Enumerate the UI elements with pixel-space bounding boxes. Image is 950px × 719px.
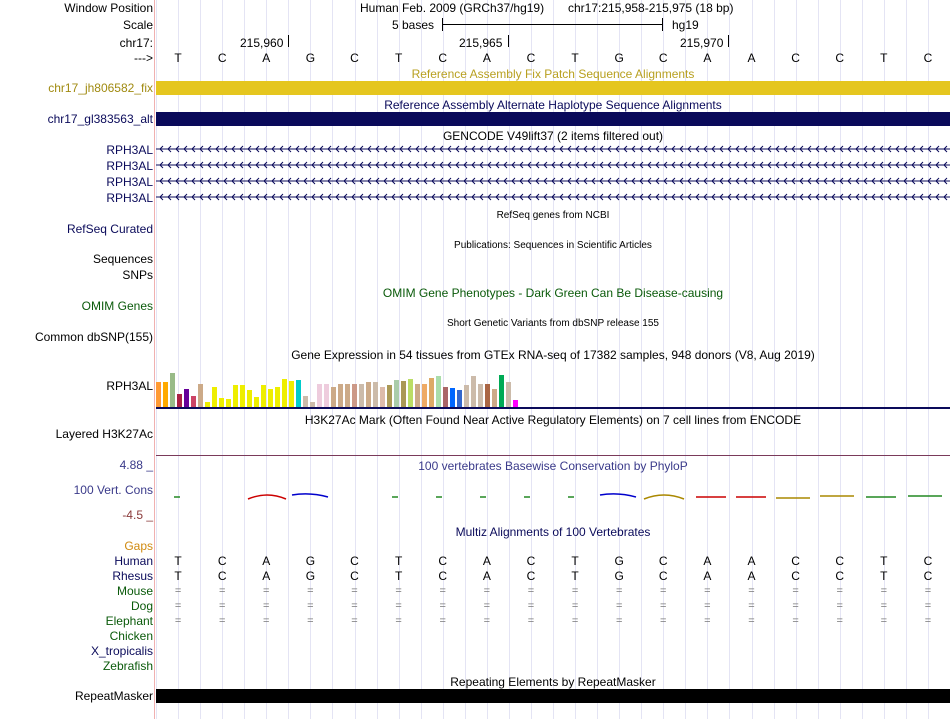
- dbsnp-track-title: Short Genetic Variants from dbSNP release 155: [447, 318, 659, 329]
- gtex-tissue-bar[interactable]: [331, 387, 336, 407]
- ruler-tick: [288, 35, 289, 47]
- alignment-base: C: [350, 554, 359, 568]
- ruler-base: C: [923, 51, 933, 65]
- repeatmasker-track-label[interactable]: RepeatMasker: [74, 689, 153, 703]
- alignment-match: =: [218, 585, 226, 597]
- alignment-match: =: [660, 600, 667, 612]
- alt-haplotype-alignment-bar[interactable]: [156, 112, 950, 126]
- gencode-intron-lines[interactable]: [156, 140, 950, 206]
- alignment-match: =: [880, 585, 888, 597]
- scale-bar: [442, 24, 663, 25]
- alignment-base: A: [482, 554, 491, 568]
- gtex-tissue-bar[interactable]: [394, 380, 399, 407]
- omim-track-label[interactable]: OMIM Genes: [81, 299, 153, 313]
- alignment-match: =: [836, 585, 843, 597]
- alignment-match: =: [218, 600, 226, 612]
- alignment-match: =: [483, 585, 491, 597]
- publications-track-title: Publications: Sequences in Scientific Articles: [454, 240, 652, 251]
- gtex-tissue-bar[interactable]: [219, 398, 224, 407]
- gtex-tissue-bar[interactable]: [492, 389, 497, 407]
- alignment-base: G: [614, 569, 624, 583]
- gtex-tissue-bar[interactable]: [240, 385, 245, 407]
- ruler-base: A: [703, 51, 712, 65]
- species-label-chicken[interactable]: Chicken: [109, 629, 153, 643]
- species-label-elephant[interactable]: Elephant: [105, 614, 153, 628]
- alignment-match: =: [615, 600, 623, 612]
- alignment-match: =: [527, 585, 535, 597]
- alignment-match: =: [748, 585, 755, 597]
- alignment-base: G: [305, 569, 316, 583]
- gtex-tissue-bar[interactable]: [408, 379, 413, 407]
- alignment-match: =: [263, 585, 270, 597]
- alignment-base: A: [482, 569, 491, 583]
- alignment-base: T: [174, 554, 182, 568]
- gtex-tissue-bar[interactable]: [387, 385, 392, 407]
- alignment-match: =: [571, 600, 579, 612]
- genome-assembly-title: Human Feb. 2009 (GRCh37/hg19): [360, 1, 545, 15]
- alignment-base: T: [394, 554, 403, 568]
- alignment-match: =: [395, 615, 402, 627]
- gtex-tissue-bar[interactable]: [254, 397, 259, 407]
- gtex-tissue-bar[interactable]: [156, 382, 161, 407]
- alignment-base: C: [217, 569, 227, 583]
- alignment-base: C: [791, 554, 800, 568]
- alignment-base: C: [658, 569, 668, 583]
- ruler-base: C: [438, 51, 448, 65]
- alignment-match: =: [439, 600, 446, 612]
- phylop-conservation-wiggle[interactable]: [156, 486, 950, 508]
- h3k27ac-track-title: H3K27Ac Mark (Often Found Near Active Regulatory Elements) on 7 cell lines from ENCODE: [304, 413, 802, 427]
- gtex-tissue-bar[interactable]: [443, 387, 448, 407]
- alignment-match: =: [792, 615, 799, 627]
- ruler-base: T: [394, 51, 403, 65]
- ruler-base: T: [174, 51, 182, 65]
- ruler-base: T: [880, 51, 888, 65]
- gtex-tissue-bar[interactable]: [373, 382, 378, 407]
- gtex-tissue-bar[interactable]: [289, 381, 294, 407]
- multiz-track-title: Multiz Alignments of 100 Vertebrates: [455, 525, 651, 539]
- alignment-match: =: [174, 585, 182, 597]
- gtex-tissue-bar[interactable]: [233, 385, 238, 407]
- alignment-base: A: [262, 569, 271, 583]
- ruler-base: A: [747, 51, 756, 65]
- fix-patch-track-label[interactable]: chr17_jh806582_fix: [48, 81, 153, 95]
- alignment-match: =: [351, 615, 358, 627]
- alignment-match: =: [704, 585, 711, 597]
- alignment-match: =: [218, 615, 226, 627]
- omim-track-title: OMIM Gene Phenotypes - Dark Green Can Be Disease-causing: [382, 286, 724, 300]
- phylop-max-label: 4.88 _: [119, 458, 153, 472]
- assembly-label: hg19: [672, 18, 699, 32]
- alignment-base: A: [262, 554, 271, 568]
- alignment-match: =: [704, 600, 711, 612]
- gtex-tissue-bar[interactable]: [478, 384, 483, 407]
- alignment-match: =: [351, 585, 358, 597]
- ruler-base: A: [262, 51, 271, 65]
- ruler-base: C: [350, 51, 359, 65]
- alignment-base: C: [835, 554, 845, 568]
- gtex-tissue-bar[interactable]: [303, 396, 308, 407]
- gtex-tissue-bar[interactable]: [366, 382, 371, 407]
- alignment-match: =: [748, 600, 755, 612]
- alignment-match: =: [880, 615, 888, 627]
- alignment-base: C: [438, 554, 448, 568]
- phylop-mark: [248, 495, 286, 499]
- ruler-base: C: [791, 51, 800, 65]
- ruler-base: C: [217, 51, 227, 65]
- gtex-tissue-bar[interactable]: [499, 375, 504, 407]
- gtex-tissue-bar[interactable]: [471, 376, 476, 407]
- alignment-base: G: [305, 554, 316, 568]
- ruler-base: G: [614, 51, 624, 65]
- alignment-match: =: [439, 585, 446, 597]
- alignment-match: =: [263, 600, 270, 612]
- phylop-track-label[interactable]: 100 Vert. Cons: [73, 483, 153, 497]
- ruler-base: T: [571, 51, 579, 65]
- alignment-match: =: [704, 615, 711, 627]
- alignment-match: =: [836, 600, 843, 612]
- alignment-base: T: [571, 569, 579, 583]
- ruler-base: G: [305, 51, 316, 65]
- gtex-tissue-bar[interactable]: [485, 384, 490, 407]
- scale-text: 5 bases: [392, 18, 435, 32]
- gtex-gene-label[interactable]: RPH3AL: [106, 379, 153, 393]
- alignment-match: =: [660, 615, 667, 627]
- alignment-match: =: [527, 615, 535, 627]
- phylop-mark: [292, 494, 328, 497]
- gtex-baseline: [156, 407, 950, 409]
- alignment-match: =: [483, 600, 491, 612]
- h3k27ac-track-label[interactable]: Layered H3K27Ac: [55, 427, 153, 441]
- species-label-zebrafish[interactable]: Zebrafish: [102, 659, 153, 673]
- alignment-base: C: [438, 569, 448, 583]
- gtex-expression-bars[interactable]: [156, 362, 556, 407]
- alignment-match: =: [439, 615, 446, 627]
- dbsnp-track-label[interactable]: Common dbSNP(155): [34, 330, 153, 344]
- gtex-tissue-bar[interactable]: [380, 387, 385, 407]
- gtex-tissue-bar[interactable]: [422, 384, 427, 407]
- alignment-base: A: [703, 554, 712, 568]
- gtex-tissue-bar[interactable]: [338, 384, 343, 407]
- window-position-label: Window Position: [64, 1, 153, 15]
- alignment-match: =: [307, 615, 314, 627]
- chrom-label: chr17:: [119, 36, 153, 50]
- gencode-track-title: GENCODE V49lift37 (2 items filtered out): [442, 129, 664, 143]
- strand-label: --->: [134, 51, 153, 65]
- gtex-tissue-bar[interactable]: [177, 394, 182, 407]
- gtex-tissue-bar[interactable]: [317, 384, 322, 407]
- alignment-match: =: [660, 585, 667, 597]
- species-label-human[interactable]: Human: [114, 554, 153, 568]
- alignment-base: C: [923, 569, 933, 583]
- alignment-match: =: [615, 585, 623, 597]
- ruler-base: C: [658, 51, 668, 65]
- alignment-match: =: [924, 615, 932, 627]
- species-label-mouse[interactable]: Mouse: [116, 584, 153, 598]
- gtex-tissue-bar[interactable]: [415, 384, 420, 407]
- alignment-match: =: [924, 585, 932, 597]
- gtex-tissue-bar[interactable]: [352, 384, 357, 407]
- gtex-tissue-bar[interactable]: [268, 389, 273, 407]
- species-label-rhesus[interactable]: Rhesus: [112, 569, 153, 583]
- alignment-match: =: [792, 585, 799, 597]
- phylop-mark: [644, 495, 684, 499]
- repeatmasker-track-title: Repeating Elements by RepeatMasker: [450, 675, 656, 689]
- gtex-tissue-bar[interactable]: [324, 384, 329, 407]
- phylop-track-title: 100 vertebrates Basewise Conservation by PhyloP: [418, 459, 688, 473]
- alignment-match: =: [615, 615, 623, 627]
- gtex-tissue-bar[interactable]: [429, 378, 434, 407]
- alignment-match: =: [483, 615, 491, 627]
- fix-patch-track-title: Reference Assembly Fix Patch Sequence Alignments: [411, 67, 695, 81]
- ruler-base: A: [482, 51, 491, 65]
- alignment-base: G: [614, 554, 624, 568]
- alignment-match: =: [351, 600, 358, 612]
- window-position-value[interactable]: chr17:215,958-215,975 (18 bp): [568, 1, 734, 15]
- scale-bar-left-cap: [442, 18, 443, 31]
- ruler-base: C: [835, 51, 845, 65]
- phylop-mark: [600, 494, 636, 497]
- alignment-match: =: [571, 585, 579, 597]
- refseq-track-title: RefSeq genes from NCBI: [496, 210, 610, 221]
- alignment-base: A: [747, 554, 756, 568]
- gencode-item-label[interactable]: RPH3AL: [106, 175, 153, 189]
- alt-haplotype-track-label[interactable]: chr17_gl383563_alt: [47, 112, 153, 126]
- gencode-item-label[interactable]: RPH3AL: [106, 159, 153, 173]
- alignment-base: C: [526, 554, 536, 568]
- gtex-tissue-bar[interactable]: [191, 396, 196, 407]
- alignment-base: T: [880, 554, 888, 568]
- alignment-match: =: [571, 615, 579, 627]
- gtex-tissue-bar[interactable]: [247, 390, 252, 407]
- gtex-tissue-bar[interactable]: [464, 385, 469, 407]
- scale-bar-right-cap: [662, 18, 663, 31]
- gencode-item-label[interactable]: RPH3AL: [106, 143, 153, 157]
- repeatmasker-bar[interactable]: [156, 689, 950, 703]
- alignment-base: C: [923, 554, 933, 568]
- gtex-tissue-bar[interactable]: [450, 388, 455, 407]
- alignment-base: C: [658, 554, 668, 568]
- publications-snps-label[interactable]: SNPs: [122, 268, 153, 282]
- gtex-tissue-bar[interactable]: [506, 382, 511, 407]
- gtex-tissue-bar[interactable]: [163, 382, 168, 407]
- alignment-base: C: [350, 569, 359, 583]
- alignment-base: C: [526, 569, 536, 583]
- alignment-match: =: [307, 585, 314, 597]
- alignment-base: A: [747, 569, 756, 583]
- alignment-match: =: [174, 600, 182, 612]
- publications-sequences-label[interactable]: Sequences: [92, 252, 153, 266]
- refseq-track-label[interactable]: RefSeq Curated: [66, 222, 153, 236]
- alignment-base: T: [394, 569, 403, 583]
- alignment-match: =: [924, 600, 932, 612]
- gtex-track-title: Gene Expression in 54 tissues from GTEx RNA-seq of 17382 samples, 948 donors (V8, Aug 2019): [291, 348, 815, 362]
- ruler-tick-label: 215,970: [680, 36, 724, 50]
- ruler-base: C: [526, 51, 536, 65]
- gtex-tissue-bar[interactable]: [457, 390, 462, 407]
- margin-separator: [154, 0, 155, 719]
- species-label-x-tropicalis[interactable]: X_tropicalis: [90, 644, 153, 658]
- alignment-base: C: [835, 569, 845, 583]
- alignment-match: =: [174, 615, 182, 627]
- alignment-base: C: [791, 569, 800, 583]
- gtex-tissue-bar[interactable]: [184, 389, 189, 407]
- gtex-tissue-bar[interactable]: [170, 373, 175, 407]
- gtex-tissue-bar[interactable]: [282, 379, 287, 407]
- gtex-tissue-bar[interactable]: [436, 376, 441, 407]
- alignment-match: =: [527, 600, 535, 612]
- alignment-match: =: [395, 585, 402, 597]
- gtex-tissue-bar[interactable]: [212, 387, 217, 407]
- ruler-tick-label: 215,965: [459, 36, 503, 50]
- alignment-match: =: [880, 600, 888, 612]
- alignment-match: =: [395, 600, 402, 612]
- ruler-tick: [508, 35, 509, 47]
- gtex-tissue-bar[interactable]: [359, 384, 364, 407]
- alignment-match: =: [836, 615, 843, 627]
- alignment-base: C: [217, 554, 227, 568]
- alignment-match: =: [792, 600, 799, 612]
- h3k27ac-baseline: [156, 455, 950, 456]
- gtex-tissue-bar[interactable]: [275, 387, 280, 407]
- phylop-min-label: -4.5 _: [122, 508, 153, 522]
- ruler-tick: [728, 35, 729, 47]
- alignment-match: =: [307, 600, 314, 612]
- scale-label: Scale: [122, 18, 153, 32]
- gtex-tissue-bar[interactable]: [198, 384, 203, 407]
- alignment-base: A: [703, 569, 712, 583]
- fix-patch-alignment-bar[interactable]: [156, 81, 950, 95]
- ruler-tick-label: 215,960: [240, 36, 284, 50]
- alt-haplotype-track-title: Reference Assembly Alternate Haplotype Sequence Alignments: [384, 98, 722, 112]
- alignment-base: T: [880, 569, 888, 583]
- gtex-tissue-bar[interactable]: [226, 399, 231, 407]
- alignment-match: =: [748, 615, 755, 627]
- gtex-tissue-bar[interactable]: [261, 385, 266, 407]
- gtex-tissue-bar[interactable]: [296, 380, 301, 407]
- gtex-tissue-bar[interactable]: [401, 381, 406, 407]
- alignment-base: T: [571, 554, 579, 568]
- multiz-gaps-label[interactable]: Gaps: [124, 539, 153, 553]
- alignment-match: =: [263, 615, 270, 627]
- gtex-tissue-bar[interactable]: [513, 400, 518, 407]
- gencode-item-label[interactable]: RPH3AL: [106, 191, 153, 205]
- alignment-base: T: [174, 569, 182, 583]
- species-label-dog[interactable]: Dog: [130, 599, 153, 613]
- gtex-tissue-bar[interactable]: [345, 384, 350, 407]
